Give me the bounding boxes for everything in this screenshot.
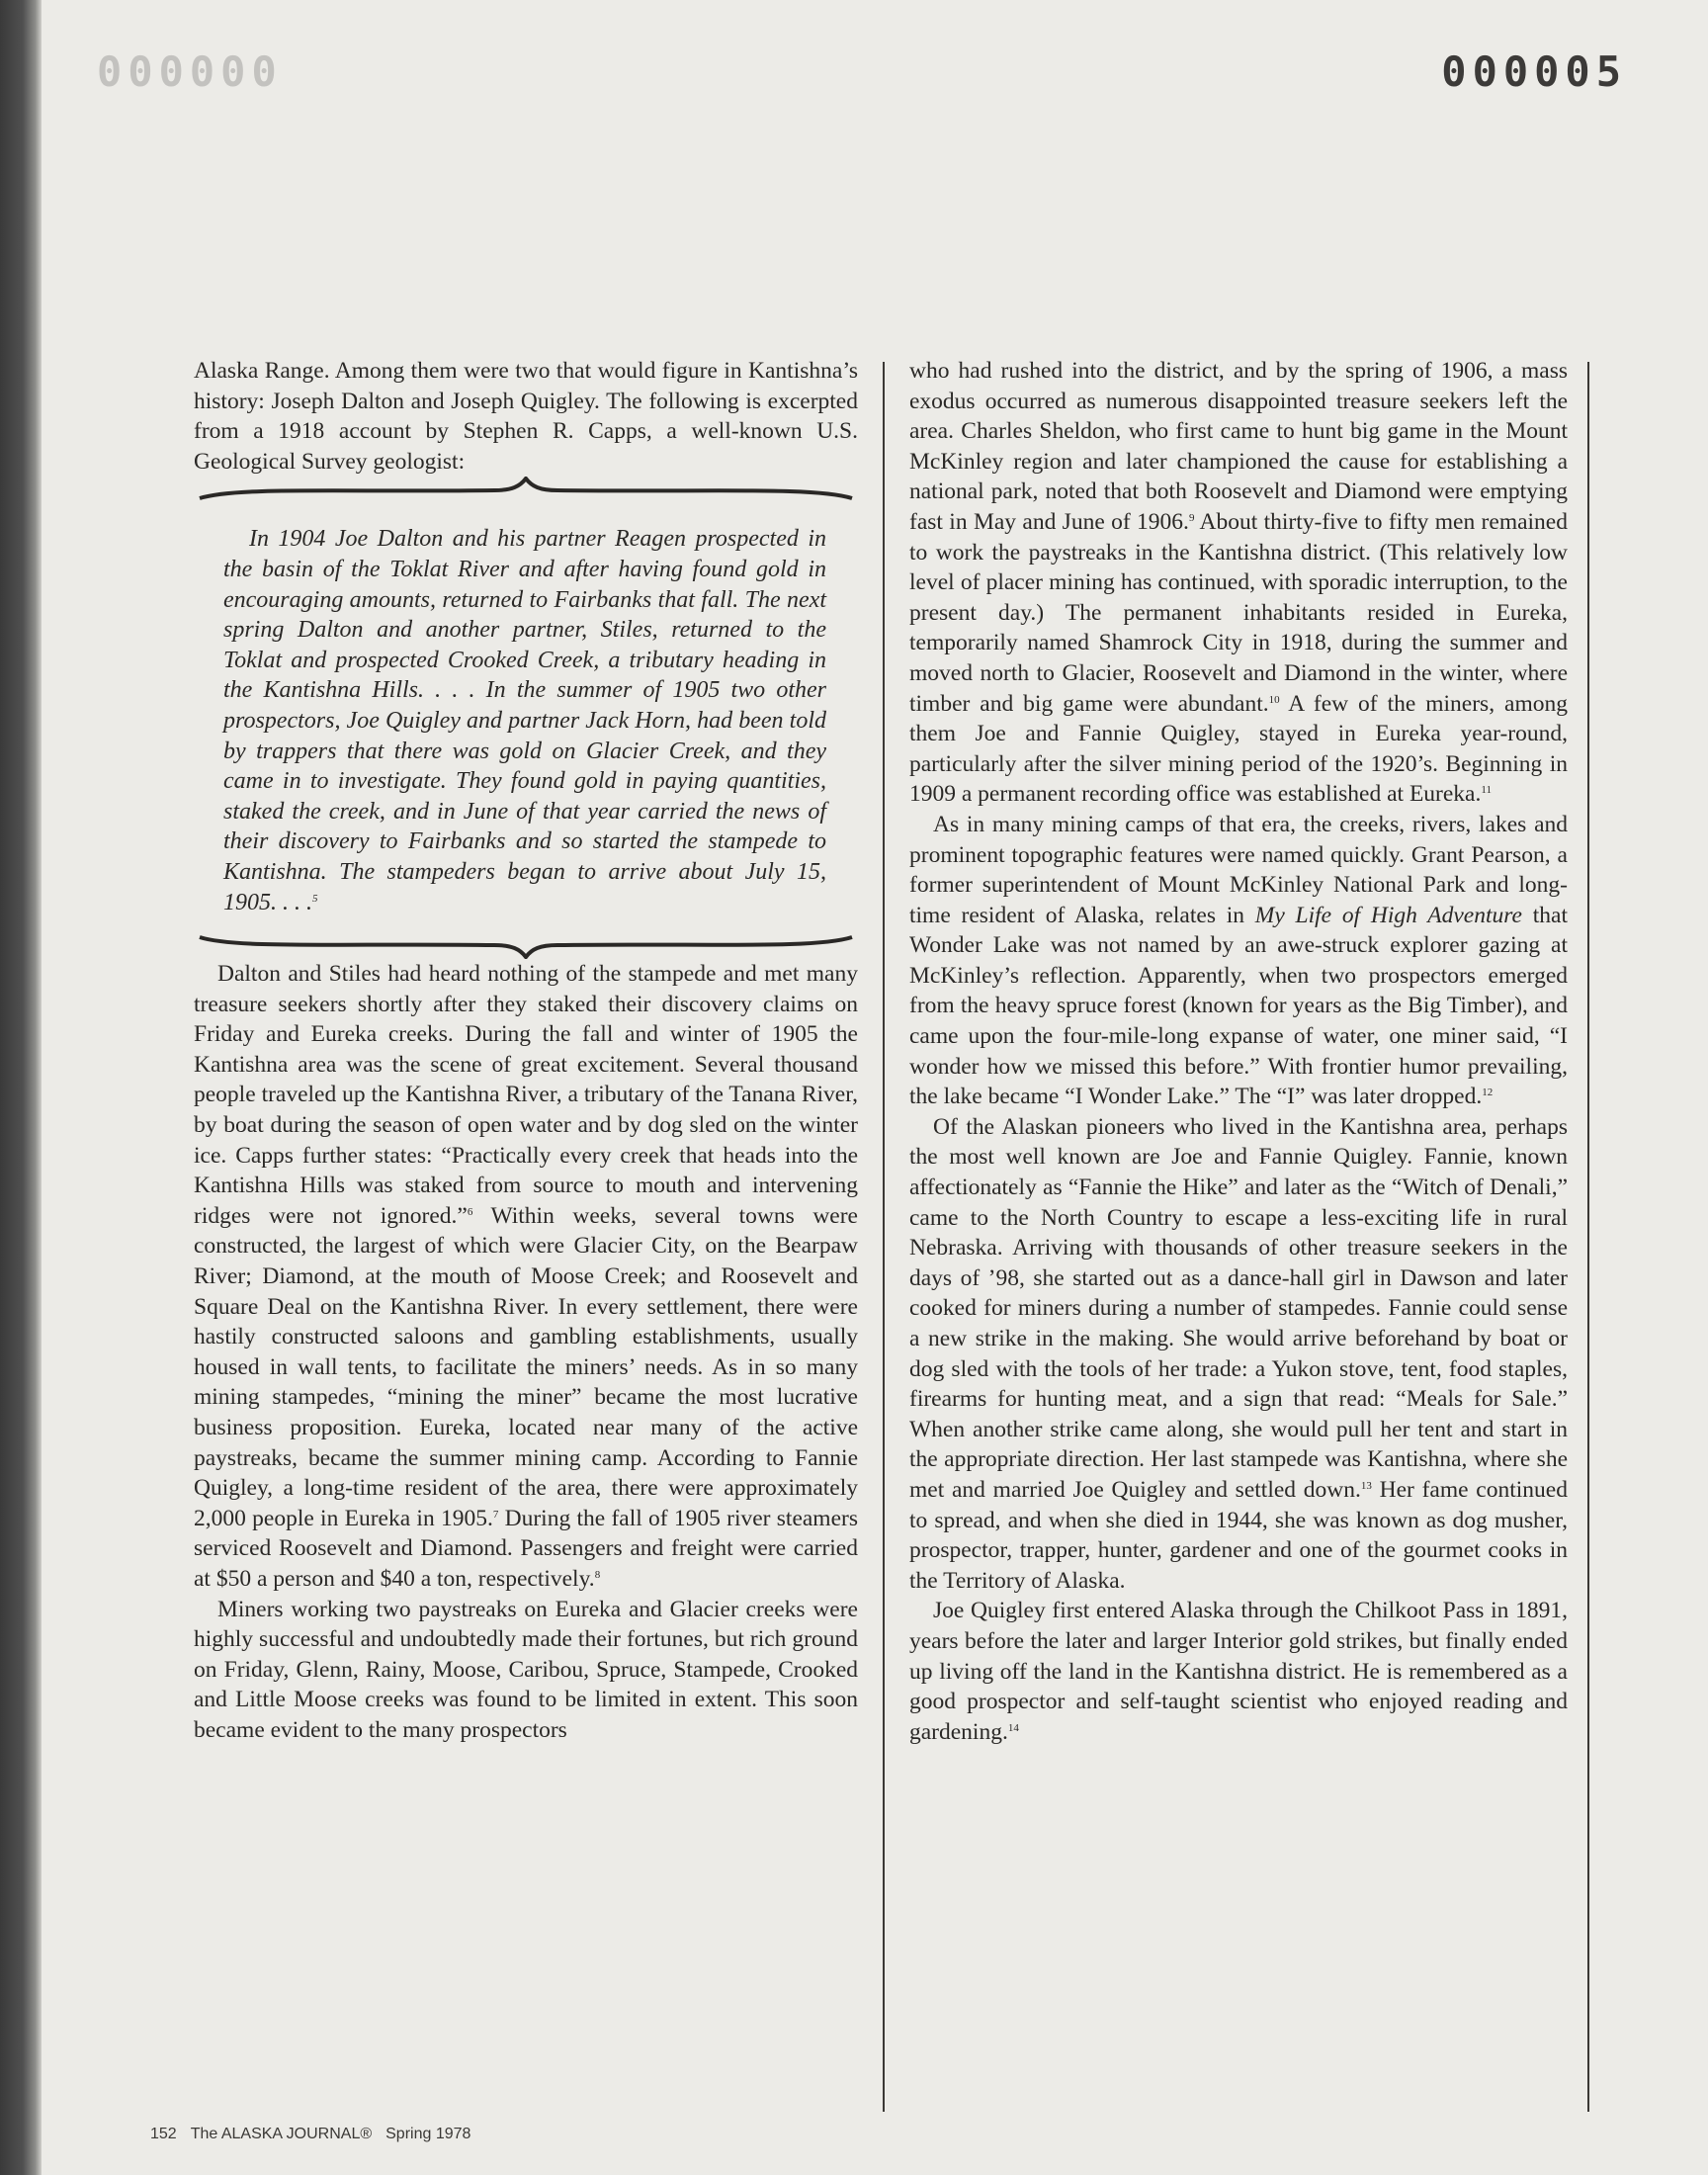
issue-date: Spring 1978 (385, 2126, 471, 2142)
body-paragraph (909, 1596, 1568, 1747)
footnote-ref: 6 (467, 1205, 473, 1218)
block-quote (194, 504, 858, 931)
footnote-ref: 14 (1007, 1721, 1019, 1734)
body-paragraph (909, 810, 1568, 1112)
footnote-ref: 10 (1268, 693, 1280, 706)
intro-paragraph: Alaska Range. Among them were two that would figure in Kantishna’s history: Joseph Dalton and Joseph Quigley. The following is excerpted from a 1918 account by Stephen R. Capps, a well-known U.S. Geological Survey geologist: (194, 358, 858, 475)
journal-name: The ALASKA JOURNAL® (190, 2126, 373, 2142)
footnote-ref: 7 (492, 1508, 499, 1521)
text-run: Joe Quigley first entered Alaska through the Chilkoot Pass in 1891, years before the later and larger Interior gold strikes, but finally ended up living off the land in the Kantishna district. He is remembered as a good prospector and self-taught scientist who enjoyed reading and gardening. (909, 1598, 1568, 1745)
text-run: that Wonder Lake was not named by an awe-struck explorer gazing at McKinley’s reflection. Apparently, when two prospectors emerged from the heavy spruce forest (known for years as the Big Timber), and came upon the four-mile-long expanse of water, one miner said, “I wonder how we missed this before.” With frontier humor prevailing, the lake became “I Wonder Lake.” The “I” was later dropped. (909, 902, 1568, 1110)
book-title: My Life of High Adventure (1254, 902, 1522, 928)
text-run: As in many mining camps of that era, the creeks, rivers, lakes and prominent topographic features were named quickly. Grant Pearson, a former superintendent of Mount McKinley National Park and long-time resident of Alaska, relates in (909, 811, 1568, 928)
footnote-ref: 13 (1360, 1479, 1372, 1492)
text-run: Within weeks, several towns were constructed, the largest of which were Glacier City, on the Bearpaw River; Diamond, at the mouth of Moose Creek; and Roosevelt and Square Deal on the Kantishna River. In every settlement, there were hastily constructed saloons and gambling establishments, usually housed in wall tents, to facilitate the miners’ needs. As in so many mining stampedes, “mining the miner” became the most lucrative business proposition. Eureka, located near many of the active paystreaks, became the summer mining camp. According to Fannie Quigley, a long-time resident of the area, there were approximately 2,000 people in Eureka in 1905. (194, 1202, 858, 1531)
column-divider (883, 362, 885, 2112)
right-margin-rule (1587, 362, 1589, 2112)
right-column (909, 356, 1568, 1747)
left-column (194, 356, 858, 1746)
text-run: Her fame continued to spread, and when she died in 1944, she was known as dog musher, prospector, trapper, hunter, gardener and one of the gourmet cooks in the Territory of Alaska. (909, 1476, 1568, 1594)
text-run: A few of the miners, among them Joe and Fannie Quigley, stayed in Eureka year-round, particularly after the silver mining period of the 1920’s. Beginning in 1909 a permanent recording office was established at Eureka. (909, 690, 1568, 808)
body-paragraph: Miners working two paystreaks on Eureka and Glacier creeks were highly successful and undoubtedly made their fortunes, but rich ground on Friday, Glenn, Rainy, Moose, Caribou, Spruce, Stampede, Crooked and Little Moose creeks was found to be limited in extent. This soon became evident to the many prospectors (194, 1596, 858, 1743)
text-run: About thirty-five to fifty men remained to work the paystreaks in the Kantishna district. (This relatively low level of placer mining has continued, with sporadic interruption, to the present day.) The permanent inhabitants resided in Eureka, temporarily named Shamrock City in 1918, during the summer and moved north to Glacier, Roosevelt and Diamond in the winter, where timber and big game were abundant. (909, 508, 1568, 717)
text-run: who had rushed into the district, and by the spring of 1906, a mass exodus occurred as numerous disappointed treasure seekers left the area. Charles Sheldon, who first came to hunt big game in the Mount McKinley region and later championed the cause for establishing a national park, noted that both Roosevelt and Diamond were emptying fast in May and June of 1906. (909, 358, 1568, 535)
body-paragraph (909, 356, 1568, 810)
binding-edge (0, 0, 42, 2175)
mirrored-page-stamp: 000000 (91, 47, 277, 96)
footnote-ref: 8 (594, 1568, 601, 1581)
footnote-ref: 5 (312, 892, 318, 905)
text-run: During the fall of 1905 river steamers serviced Roosevelt and Diamond. Passengers and freight were carried at $50 a person and $40 a ton, respectively. (194, 1505, 858, 1592)
footnote-ref: 11 (1481, 784, 1492, 797)
body-paragraph (909, 1112, 1568, 1597)
text-run: Dalton and Stiles had heard nothing of the stampede and met many treasure seekers shortly after they staked their discovery claims on Friday and Eureka creeks. During the fall and winter of 1905 the Kantishna area was the scene of great excitement. Several thousand people traveled up the Kantishna River, a tributary of the Tanana River, by boat during the season of open water and by dog sled on the winter ice. Capps further states: “Practically every creek that heads into the Kantishna Hills was staked from source to mouth and intervening ridges were not ignored.” (194, 961, 858, 1229)
quote-text: In 1904 Joe Dalton and his partner Reagen prospected in the basin of the Toklat River and after having found gold in encouraging amounts, returned to Fairbanks that fall. The next spring Dalton and another partner, Stiles, returned to the Toklat and prospected Crooked Creek, a tributary heading in the Kantishna Hills. . . . In the summer of 1905 two other prospectors, Joe Quigley and partner Jack Horn, had been told by trappers that there was gold on Glacier Creek, and they came in to investigate. They found gold in paying quantities, staked the creek, and in June of that year carried the news of their discovery to Fairbanks and so started the stampede to Kantishna. The stampeders began to arrive about July 15, 1905. . . . (223, 526, 826, 915)
bottom-brace-ornament (198, 931, 854, 959)
footnote-ref: 9 (1188, 511, 1195, 524)
footnote-ref: 12 (1482, 1087, 1494, 1099)
text-run: Of the Alaskan pioneers who lived in the Kantishna area, perhaps the most well known are Joe and Fannie Quigley. Fannie, known affectionately as “Fannie the Hike” and later as the “Witch of Denali,” came to the North Country to escape a less-exciting life in rural Nebraska. Arriving with thousands of other treasure seekers in the days of ’98, she started out as a dance-hall girl in Dawson and later cooked for miners during a number of stampedes. Fannie could sense a new strike in the making. She would arrive beforehand by boat or dog sled with the tools of her trade: a Yukon stove, tent, food staples, firearms for hunting meat, and a sign that read: “Meals for Sale.” When another strike came along, she would pull her tent and start in the appropriate direction. Her last stampede was Kantishna, where she met and married Joe Quigley and settled down. (909, 1113, 1568, 1503)
page-number: 152 (150, 2126, 177, 2142)
body-paragraph (194, 959, 858, 1594)
page-stamp: 000005 (1441, 47, 1627, 96)
page-footer (150, 2126, 484, 2143)
top-brace-ornament (198, 477, 854, 504)
